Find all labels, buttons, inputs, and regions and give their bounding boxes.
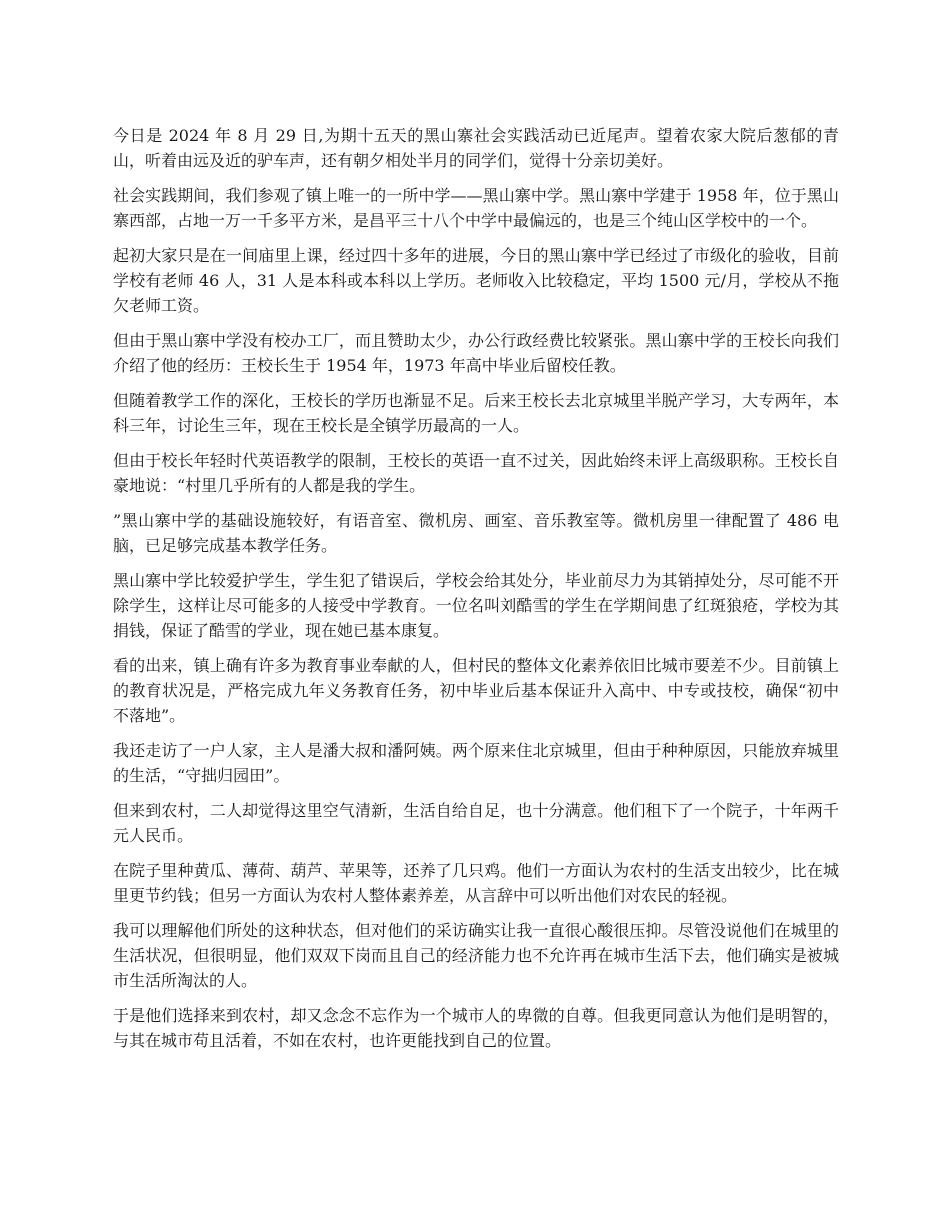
paragraph: 我还走访了一户人家，主人是潘大叔和潘阿姨。两个原来住北京城里，但由于种种原因，只能放弃城里的生活，“守拙归园田”。 <box>113 741 839 785</box>
paragraph: 但由于校长年轻时代英语教学的限制，王校长的英语一直不过关，因此始终未评上高级职称。王校长自豪地说：“村里几乎所有的人都是我的学生。 <box>113 451 839 495</box>
paragraph: 今日是 2024 年 8 月 29 日,为期十五天的黑山寨社会实践活动已近尾声。望着农家大院后葱郁的青山，听着由远及近的驴车声，还有朝夕相处半月的同学们，觉得十分亲切美好。 <box>113 126 839 170</box>
document-body <box>113 123 839 1063</box>
paragraph: 但由于黑山寨中学没有校办工厂，而且赞助太少，办公行政经费比较紧张。黑山寨中学的王校长向我们介绍了他的经历：王校长生于 1954 年，1973 年高中毕业后留校任教。 <box>113 331 839 375</box>
paragraph: 于是他们选择来到农村，却又念念不忘作为一个城市人的卑微的自尊。但我更同意认为他们是明智的，与其在城市苟且活着，不如在农村，也许更能找到自己的位置。 <box>113 1006 839 1050</box>
paragraph: 黑山寨中学比较爱护学生，学生犯了错误后，学校会给其处分，毕业前尽力为其销掉处分，尽可能不开除学生，这样让尽可能多的人接受中学教育。一位名叫刘酷雪的学生在学期间患了红斑狼疮，学校为其捐钱，保证了酷雪的学业，现在她已基本康复。 <box>113 571 839 640</box>
paragraph: 我可以理解他们所处的这种状态，但对他们的采访确实让我一直很心酸很压抑。尽管没说他们在城里的生活状况，但很明显，他们双双下岗而且自己的经济能力也不允许再在城市生活下去，他们确实是被城市生活所淘汰的人。 <box>113 921 839 990</box>
paragraph: 在院子里种黄瓜、薄荷、葫芦、苹果等，还养了几只鸡。他们一方面认为农村的生活支出较少，比在城里更节约钱；但另一方面认为农村人整体素养差，从言辞中可以听出他们对农民的轻视。 <box>113 861 839 905</box>
paragraph: ”黑山寨中学的基础设施较好，有语音室、微机房、画室、音乐教室等。微机房里一律配置了 486 电脑，已足够完成基本教学任务。 <box>113 511 839 555</box>
paragraph: 但来到农村，二人却觉得这里空气清新，生活自给自足，也十分满意。他们租下了一个院子，十年两千元人民币。 <box>113 801 839 845</box>
paragraph: 看的出来，镇上确有许多为教育事业奉献的人，但村民的整体文化素养依旧比城市要差不少。目前镇上的教育状况是，严格完成九年义务教育任务，初中毕业后基本保证升入高中、中专或技校，确保“初中不落地”。 <box>113 656 839 725</box>
paragraph: 起初大家只是在一间庙里上课，经过四十多年的进展，今日的黑山寨中学已经过了市级化的验收，目前学校有老师 46 人，31 人是本科或本科以上学历。老师收入比较稳定，平均 1500 元/月，学校从不拖欠老师工资。 <box>113 246 839 315</box>
paragraph: 社会实践期间，我们参观了镇上唯一的一所中学——黑山寨中学。黑山寨中学建于 1958 年，位于黑山寨西部，占地一万一千多平方米，是昌平三十八个中学中最偏远的，也是三个纯山区学校中的一个。 <box>113 186 839 230</box>
paragraph: 但随着教学工作的深化，王校长的学历也渐显不足。后来王校长去北京城里半脱产学习，大专两年，本科三年，讨论生三年，现在王校长是全镇学历最高的一人。 <box>113 391 839 435</box>
